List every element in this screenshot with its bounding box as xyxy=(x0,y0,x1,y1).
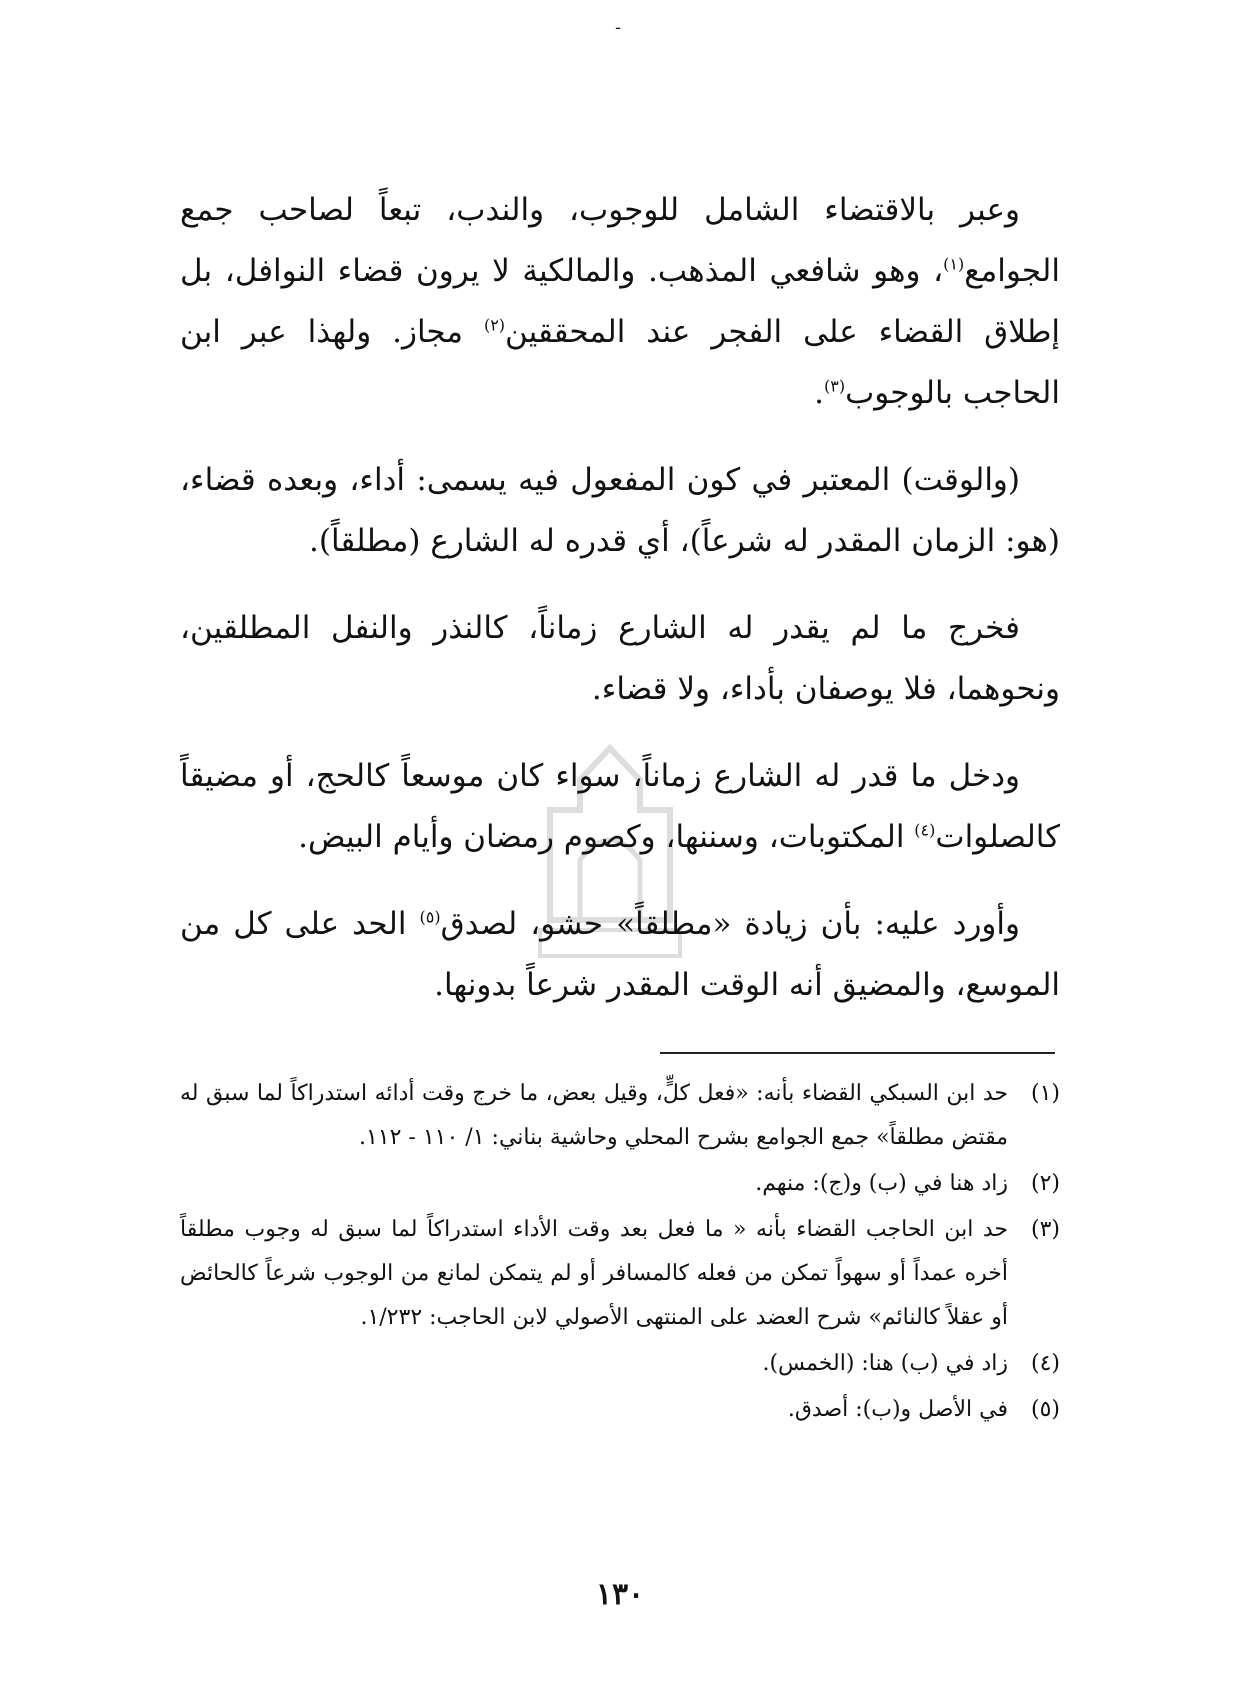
footnote-1 xyxy=(180,1072,1060,1160)
footnote-text: زاد هنا في (ب) و(ج): منهم. xyxy=(755,1171,1008,1196)
footnote-ref-1[interactable]: (١) xyxy=(943,254,965,274)
top-mark: ـ xyxy=(615,17,621,33)
footnote-ref-2[interactable]: (٢) xyxy=(483,315,506,335)
footnote-number: (١) xyxy=(1030,1081,1060,1106)
footnote-text: حد ابن السبكي القضاء بأنه: «فعل كلٍّ، وقيل بعض، ما خرج وقت أدائه استدراكاً لما سبق له مقتض مطلقاً» جمع الجوامع بشرح المحلي وحاشية بناني: ١/ ١١٠ - ١١٢. xyxy=(180,1081,1008,1150)
paragraph-3: فخرج ما لم يقدر له الشارع زماناً، كالنذر والنفل المطلقين، ونحوهما، فلا يوصفان بأداء، ولا قضاء. xyxy=(180,610,1060,707)
footnote-number: (٣) xyxy=(1030,1217,1060,1242)
footnote-5 xyxy=(180,1388,1060,1432)
paragraph-4: ودخل ما قدر له الشارع زماناً، سواء كان موسعاً كالحج، أو مضيقاً كالصلوات$^{(٤)}$ المكتوبات، وسننها، وكصوم رمضان وأيام البيض. xyxy=(180,758,1060,855)
footnote-number: (٥) xyxy=(1030,1397,1060,1422)
paragraph-5: وأورد عليه: بأن زيادة «مطلقاً» حشو، لصدق$^{(٥)}$ الحد على كل من الموسع، والمضيق أنه الوقت المقدر شرعاً بدونها. xyxy=(180,906,1060,1003)
footnote-number: (٢) xyxy=(1030,1171,1060,1196)
footnote-3 xyxy=(180,1208,1060,1340)
footnote-text: حد ابن الحاجب القضاء بأنه « ما فعل بعد وقت الأداء استدراكاً لما سبق له وجوب مطلقاً أخره عمداً أو سهواً تمكن من فعله كالمسافر أو لم يتمكن لمانع من الوجوب شرعاً كالحائض أو عقلاً كالنائم» شرح العضد على المنتهى الأصولي لابن الحاجب: ١/٢٣٢. xyxy=(180,1217,1008,1330)
footnote-separator xyxy=(660,1052,1055,1054)
paragraph-2: (والوقت) المعتبر في كون المفعول فيه يسمى: أداء، وبعده قضاء، (هو: الزمان المقدر له شرعاً)، أي قدره له الشارع (مطلقاً). xyxy=(180,462,1060,559)
footnotes xyxy=(180,1072,1060,1434)
page-number: ١٣٠ xyxy=(595,1577,645,1612)
footnote-4 xyxy=(180,1342,1060,1386)
footnote-ref-5[interactable]: (٥) xyxy=(419,907,441,927)
paragraph-1: وعبر بالاقتضاء الشامل للوجوب، والندب، تبعاً لصاحب جمع الجوامع$^{(١)}$، وهو شافعي المذهب. والمالكية لا يرون قضاء النوافل، بل إطلاق القضاء على الفجر عند المحققين$^{(٢)}$ مجاز. ولهذا عبر ابن الحاجب بالوجوب$^{(٣)}$. xyxy=(180,192,1061,411)
footnote-text: زاد في (ب) هنا: (الخمس). xyxy=(762,1351,1008,1376)
main-text xyxy=(180,180,1060,1042)
footnote-2 xyxy=(180,1162,1060,1206)
footnote-ref-3[interactable]: (٣) xyxy=(824,376,846,396)
footnote-number: (٤) xyxy=(1030,1351,1060,1376)
footnote-ref-4[interactable]: (٤) xyxy=(914,820,936,840)
footnote-text: في الأصل و(ب): أصدق. xyxy=(787,1397,1008,1422)
